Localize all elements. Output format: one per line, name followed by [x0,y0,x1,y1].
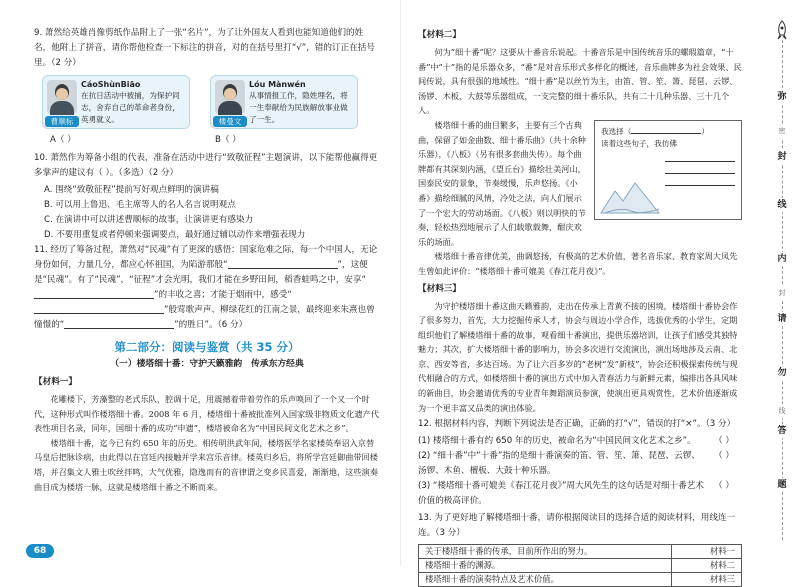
seal-small-char: 密 [775,124,789,138]
material-2-paragraph: 楼塔细十番的曲目繁多，主要有三个古典曲，保留了如金曲数、细十番乐曲》（共十余种乐器），《八板》（另有很多套曲失传）。每个曲牌都有其深刻内涵，《望丘台》描绘壮美河山，国泰民安的景象，节奏缓慢，乐声悠扬。《小番》描绘细腻的风情，冷处之法，向人们展示了一个宏大的劳动场面。《八板》则以明快的节奏，轻松热烈地展示了人们载歌载舞，酣庆欢乐的场面。 [418,119,586,247]
seal-char: 请 [775,312,789,326]
seal-char: 线 [775,198,789,212]
q11-part-2: ”，这便是“民魂”。有了“民魂”，“征程”才会光明，我们才能在乡野田间，稻香蛙鸣之中，安享“ [34,260,368,285]
material-3-paragraph: 为守护楼塔细十番这曲天籁雅韵，走出在传承上青黄不接的困境，楼塔细十番协会作了很多努力，首先，大力挖掘传承人才，协会与周边小学合作，选拔优秀的小学生，定期组织他们了解楼塔细十番的故事，观看细十番演出，提供乐器培训，让孩子们感受其独特魅力；其次，扩大楼塔细十番的影响力，协会多次进行交流演出，演出场地涉及云南、北京、西安等省，多达百场。为了让六百多岁的“老树”发“新枝”，协会还积极探索传统与现代相融合的方式，如楼塔细十番的演出方式中加入青春活力与新鲜元素，编排出各具风味的新曲目，协会邀请优秀的专业青年舞蹈演员参演，使演出更具观赏性，艺术价值逐渐成为一个更丰富又品类的演出体验。 [418,300,738,413]
hero-name: 楼曼文 [213,116,247,127]
hero-description: 从事情报工作，隐姓埋名，将一生奉献给为民族解放事业做了一生。 [249,91,348,124]
material-1-paragraph: 楼塔细十番，迄今已有约 650 年的历史。相传明洪武年间，楼塔医学名家楼英奉诏入京替马皇后把脉诊病，由此得以在宫廷内接触并学来宫乐音律。楼英归乡后，将所学宫廷御曲带回楼塔，并召集文人雅士吹丝拌鸣，大气优雅，隐逸而有的音律谓之变乡民喜爱，渐渐地，这些演奏曲目成为楼塔一脉，这就是楼塔细十番之不断而来。 [34,437,378,492]
matching-table [418,544,742,587]
blank-1[interactable] [228,259,338,269]
portrait-image [47,80,77,114]
table-row [419,545,742,559]
judge-statement: (2) “细十番”中“十番”指的是细十番演奏的笛、管、笙、箫、琵琶、云锣、汤锣、木鱼、檀板、大鼓十种乐器。 [418,451,700,477]
page-number: 68 [26,544,54,558]
material-1-title: 【材料一】 [34,377,77,387]
material-3-title: 【材料三】 [418,283,461,294]
blank-4[interactable] [64,319,174,329]
box-blank[interactable] [631,125,701,134]
right-page [400,0,760,585]
part-2-title: 第二部分：阅读与鉴赏（共 35 分） [114,340,300,354]
answer-a[interactable]: A（ ） [50,135,76,145]
seal-char: 封 [775,150,789,164]
material-cell[interactable]: 材料二 [672,559,742,573]
material-1-paragraph: 花雕楼下，芳藻整的老式乐队，腔调十足，用震撼着带着劳作的乐声唤回了一个又一个时代，这种形式叫作楼塔细十番。2008 年 6 月，楼塔细十番被批准列入国家级非物质文化遗产代表性项目名录，同年，国细十番的成功“申遗”，楼塔被命名为“中国民间文化艺术之乡”。 [34,394,379,434]
judge-item [418,449,742,479]
hero-card-cao [42,75,190,129]
seal-char: 内 [775,252,789,266]
question-9-text: 9. 萧然给英雄肖像剪纸作品附上了一张“名片”，为了让外国友人看到也能知道他们的姓名，他附上了拼音，请你帮他检查一下标注的拼音，对的在括号里打“√”，错的订正在括号里。（2 分） [34,28,375,68]
seal-small-char: 线 [775,404,789,418]
question-10-text: 10. 萧然作为筹备小组的代表，准备在活动中进行“致敬征程”主题演讲，以下能帮他赢得更多掌声的建议有（ ）。（多选）（2 分） [34,153,378,178]
judge-blank[interactable]: （ ） [714,451,734,462]
hero-pinyin: CáoShùnBiāo [81,80,141,89]
left-page [0,0,400,566]
judge-item [418,479,742,509]
hero-portraits [42,75,380,131]
material-2-paragraph: 楼塔细十番音律优美，曲调悠扬，有极高的艺术价值，著名音乐家、教育家周大凤先生曾如此评价：“楼塔细十番可媲美《春江花月夜》”。 [418,251,738,276]
hero-pinyin: Lóu Mànwén [249,80,306,89]
judge-blank[interactable]: （ ） [714,436,734,447]
option-d: D. 不要用重复或者停顿来强调要点，最好通过辅以动作来增强表现力 [44,230,306,240]
mountain-icon [601,179,659,215]
seal-char: 勿 [775,366,789,380]
answer-b[interactable]: B（ ） [215,135,241,145]
judge-statement: (3) “楼塔细十番可媲美《春江花月夜》”周大风先生的这句话是对细十番艺术价值的极高评价。 [418,481,704,507]
box-prompt-1: 我选择（ [601,126,632,136]
purpose-cell[interactable]: 关于楼塔细十番的传承，目前所作出的努力。 [419,545,672,559]
q11-part-4: ”般莺歌声声、柳绿花红的江南之景，最终迎来朱熹也曾憧憬的“ [34,305,375,330]
hero-card-lou [210,75,358,129]
rocket-icon [774,20,790,40]
answer-slots [50,133,380,148]
material-2-title: 【材料二】 [418,30,461,40]
seal-char: 弥 [775,90,789,104]
table-row [419,559,742,573]
material-cell[interactable]: 材料一 [672,545,742,559]
judge-item [418,434,742,449]
option-b: B. 可以用上鲁迅、毛主席等人的名人名言说明观点 [44,200,236,210]
question-11-text [34,243,380,333]
blank-3[interactable] [34,304,164,314]
box-line[interactable] [665,162,735,174]
box-line[interactable] [665,174,735,186]
response-box[interactable]: 我选择（ ） 读着这些句子，我仿佛 [594,120,742,220]
judge-statement: (1) 楼塔细十番有约 650 年的历史，被命名为“中国民间文化艺术之乡”。 [418,436,696,447]
table-row [419,573,742,587]
purpose-cell[interactable]: 楼塔细十番的演奏特点及艺术价值。 [419,573,672,587]
q11-part-1: 11. 经历了筹备过程，萧然对“民魂”有了更深的感悟：国家危难之际，每一个中国人，无论身份如何，力量几分，都应心怀祖国，为陷游那般“ [34,245,378,270]
hero-name: 曹顺标 [45,116,79,127]
seal-char: 答 [775,424,789,438]
option-a: A. 围绕“致敬征程”提前写好观点鲜明的演讲稿 [44,185,219,195]
q11-part-3: ”的丰收之喜；才能于烟雨中，感受“ [154,290,292,300]
purpose-cell[interactable]: 楼塔细十番的渊源。 [419,559,672,573]
material-cell[interactable]: 材料三 [672,573,742,587]
option-c: C. 在演讲中可以讲述曹顺标的故事，让演讲更有感染力 [44,215,254,225]
seal-char: 题 [775,478,789,492]
portrait-image [215,80,245,114]
box-line[interactable] [665,150,735,162]
judge-blank[interactable]: （ ） [714,481,734,492]
material-2-paragraph: 何为“细十番”呢？这要从十番音乐说起。十番音乐是中国传统音乐的螺瑕篇章，“十番”中“十”指的是乐器众多，“番”是对音乐形式多样化的概述，音乐曲牌多为社会效果、民间传说，具有很强的地域性。“细十番”是以丝竹为主，由笛、管、笙、箫、琵琶、云锣、汤锣、木板、大鼓等乐器组成，一支完整的细十番乐队，共有二十几种乐器、三十几个人。 [418,47,742,116]
hero-description: 在抗日活动中被捕，为保护同志，舍弃自己的革命者身份，英勇就义。 [81,91,180,124]
seal-small-char: 封 [775,286,789,300]
seal-line-sidebar [760,0,800,566]
q11-part-5: ”的胜日”。（6 分） [174,320,248,330]
box-prompt-2: 读着这些句子，我仿佛 [601,138,677,148]
question-13-text: 13. 为了更好地了解楼塔细十番，请你根据阅读目的选择合适的阅读材料，用线连一连。（3 分） [418,513,736,539]
blank-2[interactable] [34,289,154,299]
part-2-subtitle: （一）楼塔细十番：守护天籁雅韵 传承东方经典 [110,359,304,369]
question-12-text: 12. 根据材料内容，判断下列说法是否正确，正确的打“√”，错误的打“×”。（3 分） [418,419,736,430]
